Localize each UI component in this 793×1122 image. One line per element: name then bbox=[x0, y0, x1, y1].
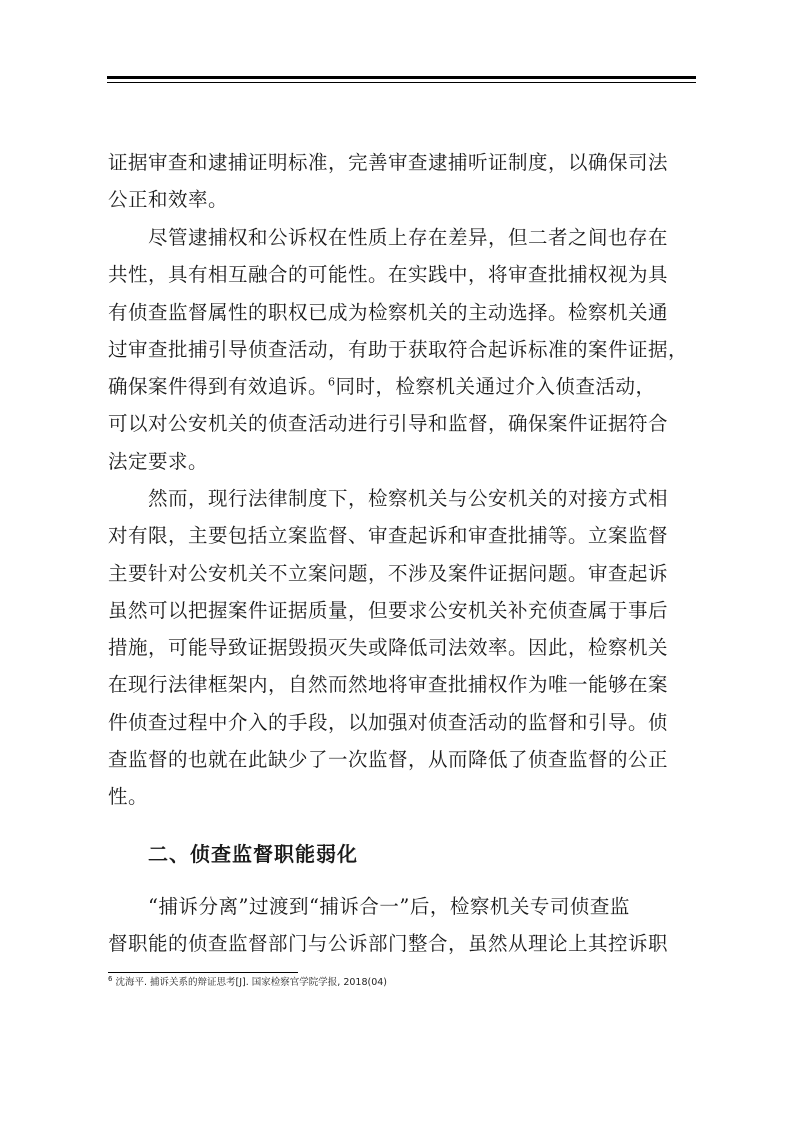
text-line: 然而，现行法律制度下，检察机关与公安机关的对接方式相 bbox=[148, 487, 669, 510]
text-line: 证据审查和逮捕证明标准，完善审查逮捕听证制度，以确保司法 bbox=[108, 151, 669, 174]
footnote-text: 沈海平. 捕诉关系的辩证思考[J]. 国家检察官学院学报, 2018(04) bbox=[115, 977, 388, 988]
text-line: 尽管逮捕权和公诉权在性质上存在差异，但二者之间也存在 bbox=[148, 226, 669, 249]
paragraph-3 bbox=[108, 480, 700, 816]
text-line: 法定要求。 bbox=[108, 449, 209, 473]
section-heading: 二、侦查监督职能弱化 bbox=[148, 842, 358, 866]
text-line: 过审查批捕引导侦查活动，有助于获取符合起诉标准的案件证据， bbox=[108, 337, 689, 361]
text-line: 件侦查过程中介入的手段，以加强对侦查活动的监督和引导。侦 bbox=[108, 710, 669, 734]
text-line: 查监督的也就在此缺少了一次监督，从而降低了侦查监督的公正 bbox=[108, 748, 669, 772]
text-line: 共性，具有相互融合的可能性。在实践中，将审查批捕权视为具 bbox=[108, 263, 669, 287]
text-line: 可以对公安机关的侦查活动进行引导和监督，确保案件证据符合 bbox=[108, 412, 669, 436]
footnote-marker[interactable]: 6 bbox=[328, 375, 336, 389]
text-line: 性。 bbox=[108, 785, 149, 809]
paragraph-1 bbox=[108, 144, 700, 219]
footnote bbox=[108, 974, 388, 989]
header-rule-thick bbox=[107, 76, 696, 79]
text-line-with-footnote bbox=[108, 368, 700, 405]
text-segment: 同时，检察机关通过介入侦查活动， bbox=[335, 375, 656, 399]
text-line: 主要针对公安机关不立案问题，不涉及案件证据问题。审查起诉 bbox=[108, 561, 669, 585]
text-line: 在现行法律框架内，自然而然地将审查批捕权作为唯一能够在案 bbox=[108, 673, 669, 697]
header-rule-thin bbox=[107, 82, 696, 83]
footnote-number: 6 bbox=[108, 974, 113, 983]
text-line: 对有限，主要包括立案监督、审查起诉和审查批捕等。立案监督 bbox=[108, 524, 669, 548]
text-line: 虽然可以把握案件证据质量，但要求公安机关补充侦查属于事后 bbox=[108, 598, 669, 622]
paragraph-2 bbox=[108, 219, 700, 480]
text-line: 公正和效率。 bbox=[108, 188, 229, 212]
text-line: 有侦查监督属性的职权已成为检察机关的主动选择。检察机关通 bbox=[108, 300, 669, 324]
text-segment: 确保案件得到有效追诉。 bbox=[108, 375, 329, 399]
footnote-separator bbox=[108, 972, 298, 973]
paragraph-4 bbox=[108, 888, 700, 963]
text-line: “捕诉分离”过渡到“捕诉合一”后，检察机关专司侦查监 bbox=[148, 895, 630, 918]
text-line: 措施，可能导致证据毁损灭失或降低司法效率。因此，检察机关 bbox=[108, 636, 669, 660]
text-line: 督职能的侦查监督部门与公诉部门整合，虽然从理论上其控诉职 bbox=[108, 932, 669, 956]
